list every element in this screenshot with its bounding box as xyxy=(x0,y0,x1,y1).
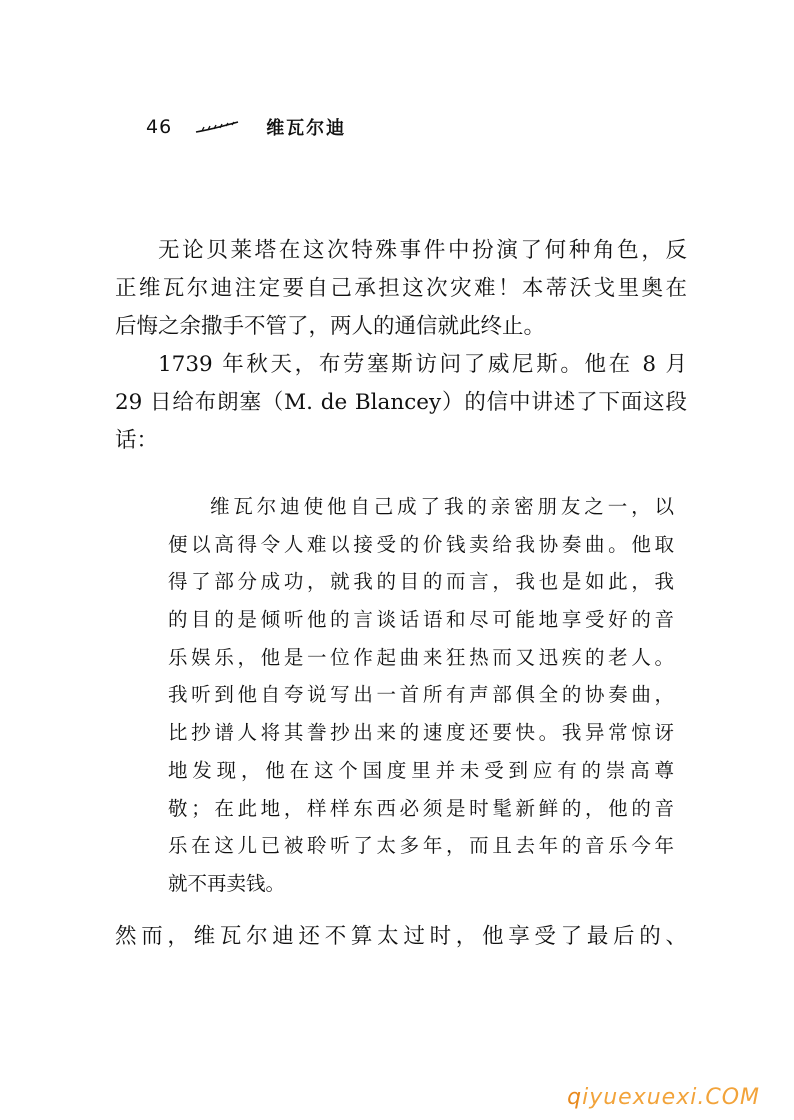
text-line: 话： xyxy=(115,428,159,453)
watermark-text: iyuexuexi.COM xyxy=(582,1085,760,1110)
quote-line: 地发现，他在这个国度里并未受到应有的崇高尊 xyxy=(168,758,674,782)
quote-line: 的目的是倾听他的言谈话语和尽可能地享受好的音 xyxy=(168,608,674,632)
quote-line: 比抄谱人将其誊抄出来的速度还要快。我异常惊讶 xyxy=(168,721,674,745)
text-line: 然而，维瓦尔迪还不算太过时，他享受了最后的、 xyxy=(115,924,687,949)
text-line: 1739 年秋天，布劳塞斯访问了威尼斯。他在 8 月 xyxy=(158,352,687,377)
quote-line: 我听到他自夸说写出一首所有声部俱全的协奏曲， xyxy=(168,683,674,707)
quote-line: 得了部分成功，就我的目的而言，我也是如此，我 xyxy=(168,570,674,594)
paragraph-closing xyxy=(115,918,687,956)
quote-line: 乐在这儿已被聆听了太多年，而且去年的音乐今年 xyxy=(168,834,674,858)
ornament-icon xyxy=(194,120,240,134)
text-line: 后悔之余撒手不管了，两人的通信就此终止。 xyxy=(115,314,546,339)
text-line: 无论贝莱塔在这次特殊事件中扮演了何种角色，反 xyxy=(158,238,687,263)
running-title: 维瓦尔迪 xyxy=(266,118,347,139)
text-line: 正维瓦尔迪注定要自己承担这次灾难！本蒂沃戈里奥在 xyxy=(115,276,687,301)
page-number: 46 xyxy=(146,116,173,138)
block-quote xyxy=(168,488,674,903)
running-header xyxy=(146,112,346,142)
watermark-prefix: q xyxy=(567,1085,583,1110)
quote-line: 就不再卖钱。 xyxy=(168,871,286,895)
site-watermark xyxy=(567,1085,760,1110)
paragraph-2 xyxy=(115,346,687,460)
text-line: 29 日给布朗塞（M. de Blancey）的信中讲述了下面这段 xyxy=(115,390,687,415)
quote-line: 乐娱乐，他是一位作起曲来狂热而又迅疾的老人。 xyxy=(168,645,674,669)
paragraph-1 xyxy=(115,232,687,346)
quote-line: 便以高得令人难以接受的价钱卖给我协奏曲。他取 xyxy=(168,532,674,556)
quote-line: 维瓦尔迪使他自己成了我的亲密朋友之一，以 xyxy=(210,495,674,518)
quote-line: 敬；在此地，样样东西必须是时髦新鲜的，他的音 xyxy=(168,796,674,820)
